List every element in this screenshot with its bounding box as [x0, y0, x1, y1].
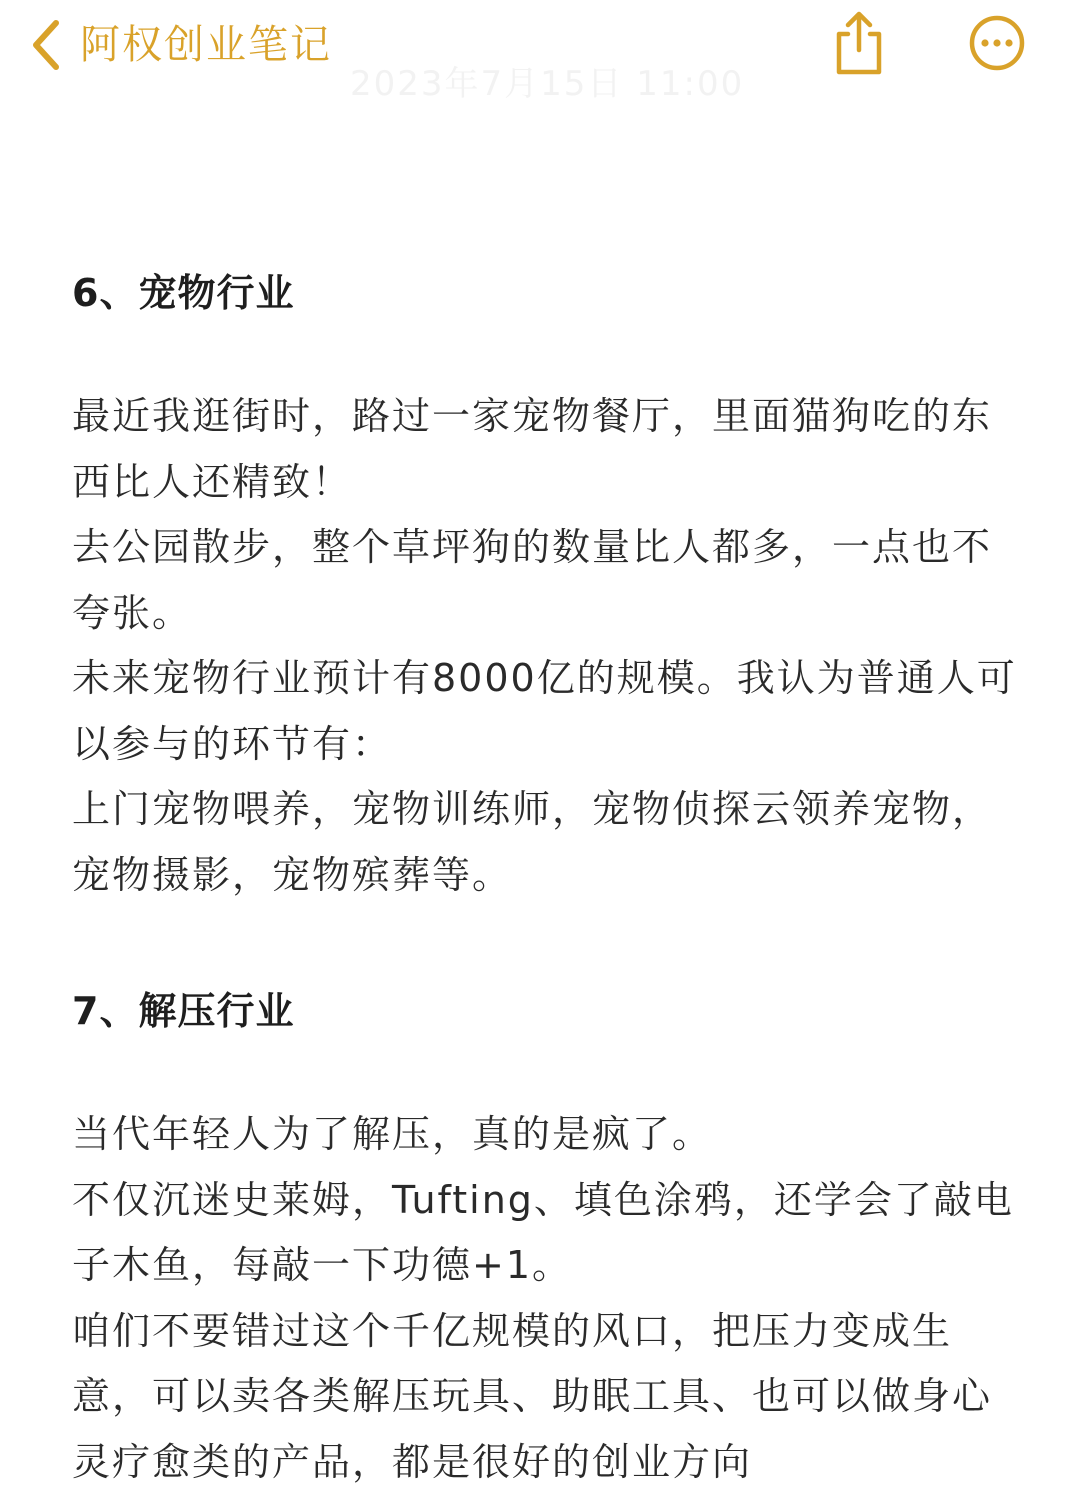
more-options-button[interactable]: [962, 10, 1032, 80]
paragraph: 未来宠物行业预计有8000亿的规模。我认为普通人可以参与的环节有：: [72, 656, 1017, 766]
chevron-left-icon: [28, 19, 62, 71]
paragraph: 咱们不要错过这个千亿规模的风口，把压力变成生意，可以卖各类解压玩具、助眠工具、也可以做身心灵疗愈类的产品，都是很好的创业方向: [72, 1308, 993, 1484]
section-paragraphs: [72, 384, 1022, 908]
back-button-label: 阿权创业笔记: [80, 22, 332, 68]
share-icon: [831, 10, 887, 80]
more-icon: [968, 14, 1026, 76]
section-heading: 7、解压行业: [72, 989, 295, 1033]
share-button[interactable]: [824, 10, 894, 80]
paragraph: 最近我逛街时，路过一家宠物餐厅，里面猫狗吃的东西比人还精致！: [72, 394, 993, 504]
section-heading: 6、宠物行业: [72, 271, 295, 315]
navigation-bar: [0, 0, 1080, 104]
paragraph: 不仅沉迷史莱姆，Tufting、填色涂鸦，还学会了敲电子木鱼，每敲一下功德+1。: [72, 1177, 1014, 1287]
paragraph: 上门宠物喂养，宠物训练师，宠物侦探云领养宠物，宠物摄影，宠物殡葬等。: [72, 787, 993, 897]
note-timestamp: 2023年7月15日 11:00: [350, 64, 745, 104]
paragraph: 当代年轻人为了解压，真的是疯了。: [72, 1112, 713, 1156]
paragraph: 去公园散步，整个草坪狗的数量比人都多，一点也不夸张。: [72, 525, 993, 635]
back-button[interactable]: [28, 12, 332, 78]
section-paragraphs: [72, 1102, 1022, 1495]
